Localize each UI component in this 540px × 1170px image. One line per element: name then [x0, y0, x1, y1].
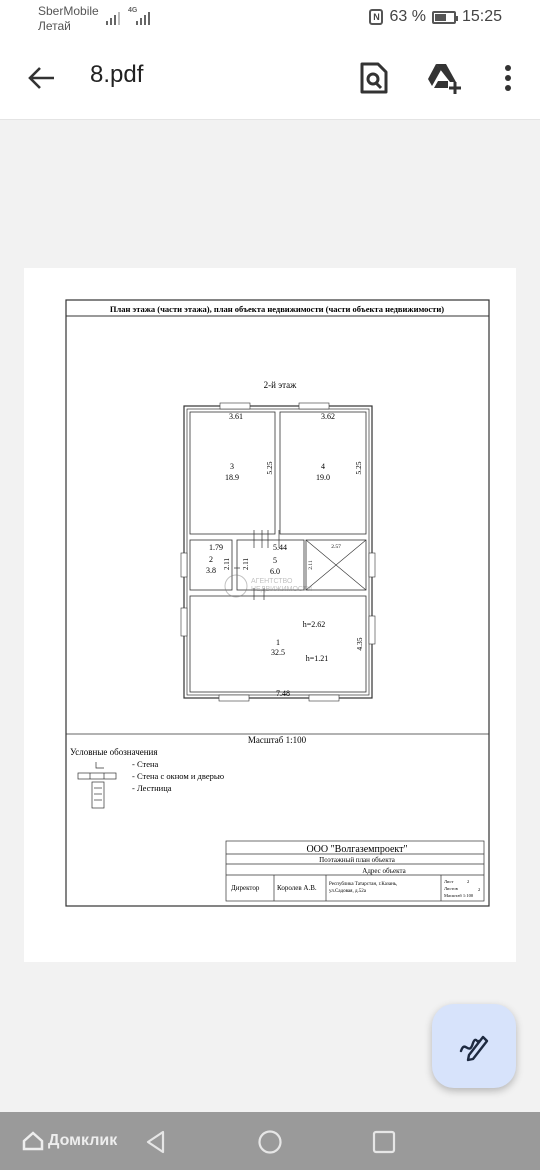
stair-length: 2.11 — [308, 560, 314, 570]
pdf-page[interactable] — [24, 268, 516, 962]
room-1-area: 32.5 — [271, 648, 285, 657]
battery-percent: 63 % — [389, 8, 426, 25]
edit-pen-icon — [457, 1029, 491, 1063]
nfc-icon: N — [369, 9, 383, 25]
height-1: h=2.62 — [302, 620, 326, 629]
room-1-length: 4.35 — [355, 637, 364, 651]
room-2-area: 3.8 — [206, 566, 216, 575]
room-3-number: 3 — [230, 462, 234, 471]
legend-item-wall: - Стена — [132, 759, 159, 769]
signal-2-icon — [136, 9, 150, 25]
room-4-width: 3.62 — [321, 412, 335, 421]
stamp-sheets-value: 2 — [478, 887, 481, 892]
nav-recents-icon[interactable] — [371, 1129, 397, 1155]
legend-symbols — [78, 762, 116, 808]
more-vert-icon[interactable] — [498, 60, 518, 96]
stamp-scale: Масштаб 1:100 — [444, 893, 474, 898]
room-3-width: 3.61 — [229, 412, 243, 421]
status-bar — [0, 0, 540, 40]
scale-label: Масштаб 1:100 — [247, 735, 307, 745]
document-frame — [66, 300, 489, 906]
signal-1-icon — [106, 9, 120, 25]
room-3-area: 18.9 — [225, 473, 239, 482]
system-nav-bar — [0, 1112, 540, 1170]
carrier-slogan: Летай — [38, 19, 71, 33]
document-search-icon[interactable] — [356, 60, 390, 96]
house-logo-icon — [22, 1131, 44, 1151]
domclick-watermark — [22, 1131, 117, 1151]
edit-fab-button[interactable] — [432, 1004, 516, 1088]
room-5-number: 5 — [273, 556, 277, 565]
agency-watermark — [225, 575, 312, 597]
carrier-name: SberMobile — [38, 4, 99, 18]
carrier-info — [38, 4, 99, 34]
legend-item-window-door: - Стена с окном и дверью — [132, 771, 225, 781]
network-type: 4G — [128, 7, 138, 14]
drive-add-icon[interactable] — [424, 60, 464, 96]
stamp-sheet-value: 2 — [467, 879, 470, 884]
stamp-company: ООО "Волгаземпроект" — [306, 844, 408, 855]
room-2-number: 2 — [209, 555, 213, 564]
stamp-person: Королев А.В. — [277, 884, 317, 892]
stamp-doc-type: Поэтажный план объекта — [319, 856, 395, 864]
stair-width: 2.57 — [331, 544, 341, 550]
room-5-width: 5.44 — [273, 543, 287, 552]
floor-label: 2-й этаж — [263, 380, 297, 390]
legend-title: Условные обозначения — [70, 747, 158, 757]
document-header: План этажа (части этажа), план объекта недвижимости (части объекта недвижимости) — [109, 304, 445, 314]
nav-back-icon[interactable] — [143, 1129, 169, 1155]
room-4-area: 19.0 — [316, 473, 330, 482]
room-5-length: 2.11 — [242, 558, 250, 570]
stamp-address-2: ул.Садовая, д.52а — [329, 889, 366, 894]
room-5-area: 6.0 — [270, 567, 280, 576]
stamp-address-label: Адрес объекта — [362, 867, 406, 875]
room-1-number: 1 — [276, 638, 280, 647]
stamp-sheets-label: Листов — [444, 886, 458, 891]
watermark-text: Домклик — [48, 1132, 118, 1149]
room-1-width: 7.48 — [276, 689, 290, 698]
clock: 15:25 — [461, 8, 502, 25]
room-4-number: 4 — [321, 462, 325, 471]
status-right — [369, 8, 502, 26]
room-2-length: 2.11 — [223, 558, 231, 570]
floor-plan-document — [24, 268, 516, 962]
nav-home-icon[interactable] — [257, 1129, 283, 1155]
battery-icon — [432, 11, 456, 24]
app-bar — [0, 40, 540, 120]
stamp-address-1: Республика Татарстан, г.Казань, — [329, 882, 398, 887]
arrow-left-icon[interactable] — [26, 62, 58, 94]
room-3-length: 5.25 — [265, 461, 274, 475]
watermark-line1: АГЕНТСТВО — [251, 578, 293, 585]
watermark-line2: НЕДВИЖИМОСТИ — [251, 586, 313, 593]
document-title: 8.pdf — [90, 61, 144, 88]
stamp-sheet-label: Лист — [444, 879, 454, 884]
stamp-position: Директор — [231, 884, 260, 892]
height-2: h=1.21 — [305, 654, 329, 663]
room-4-length: 5.25 — [354, 461, 363, 475]
room-2-width: 1.79 — [209, 543, 223, 552]
legend-item-stairs: - Лестница — [132, 783, 172, 793]
